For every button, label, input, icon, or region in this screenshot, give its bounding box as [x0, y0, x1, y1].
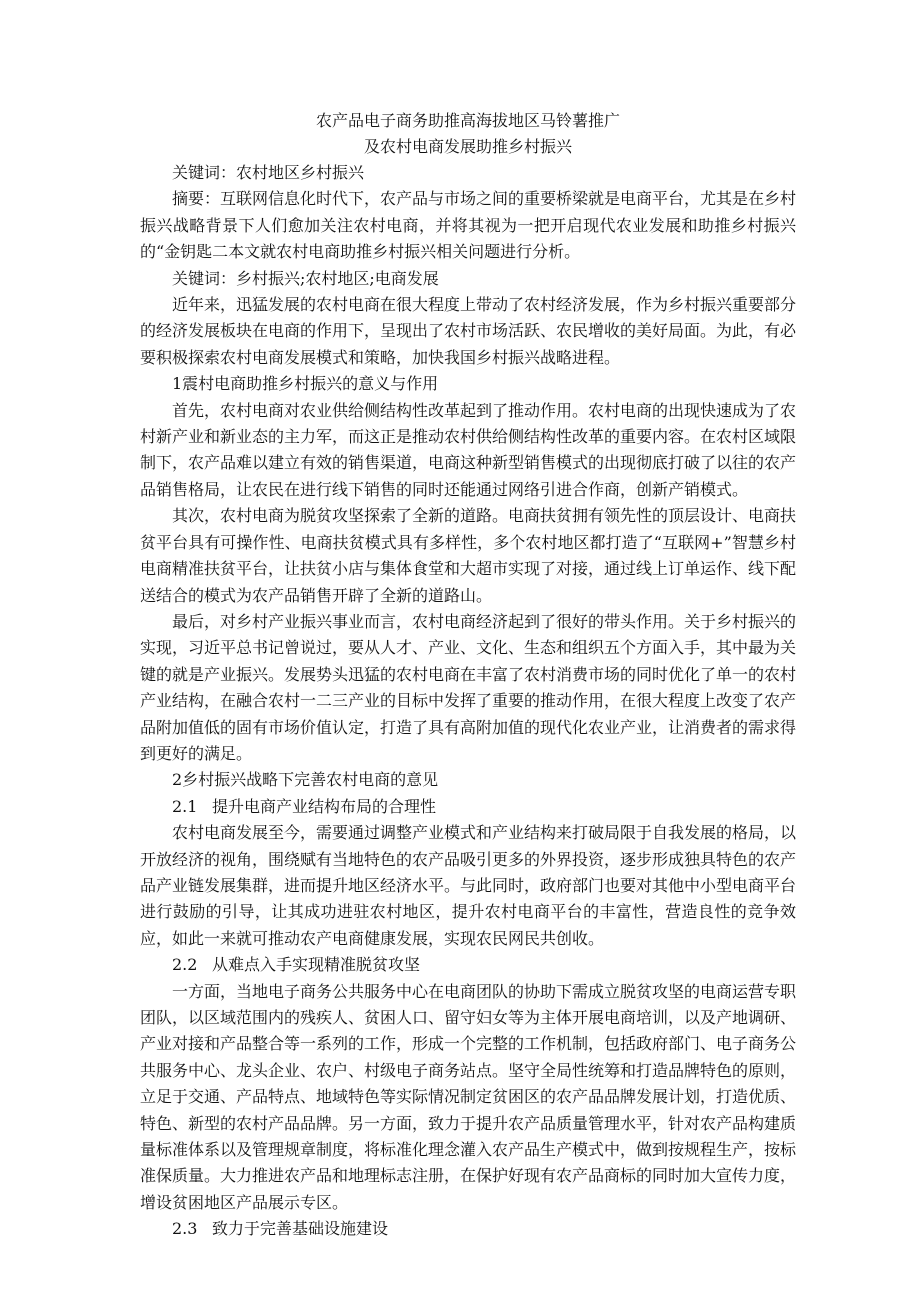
keywords-top: 关键词：农村地区乡村振兴 — [172, 163, 365, 182]
document-page — [140, 108, 796, 1243]
subsection-number: 2.2 — [172, 955, 198, 975]
section-1-heading: 1震村电商助推乡村振兴的意义与作用 — [172, 374, 439, 394]
keywords-line: 关键词：乡村振兴;农村地区;电商发展 — [172, 268, 439, 288]
subsection-2-1-heading — [140, 794, 796, 820]
section-1-paragraph-1: 首先，农村电商对农业供给侧结构性改革起到了推动作用。农村电商的出现快速成为了农村新产业和新业态的主力军，而这正是推动农村供给侧结构性改革的重要内容。在农村区域限制下，农产品难以建立有效的销售渠道，电商这种新型销售模式的出现彻底打破了以往的农产品销售格局，让农民在进行线下销售的同时还能通过网络引进合作商，创新产销模式。 — [140, 400, 797, 499]
subsection-2-2-heading — [140, 952, 796, 978]
subsection-2-1-paragraph: 农村电商发展至今，需要通过调整产业模式和产业结构来打破局限于自我发展的格局，以开放经济的视角，围绕赋有当地特色的农产品吸引更多的外界投资，逐步形成独具特色的农产品产业链发展集群，进而提升地区经济水平。与此同时，政府部门也要对其他中小型电商平台进行鼓励的引导，让其成功进驻农村地区，提升农村电商平台的丰富性，营造良性的竞争效应，如此一来就可推动农产电商健康发展，实现农民网民共创收。 — [140, 823, 797, 948]
section-1-paragraph-3: 最后，对乡村产业振兴事业而言，农村电商经济起到了很好的带头作用。关于乡村振兴的实现，习近平总书记曾说过，要从人才、产业、文化、生态和组织五个方面入手，其中最为关键的就是产业振兴。发展势头迅猛的农村电商在丰富了农村消费市场的同时优化了单一的农村产业结构，在融合农村一二三产业的目标中发挥了重要的推动作用，在很大程度上改变了农产品附加值低的固有市场价值认定，打造了具有高附加值的现代化农业产业，让消费者的需求得到更好的满足。 — [140, 611, 797, 763]
subsection-title: 从难点入手实现精准脱贫攻坚 — [212, 955, 421, 975]
document-title-line-2: 及农村电商发展助推乡村振兴 — [363, 137, 572, 156]
document-title-line-1: 农产品电子商务助推高海拔地区马铃薯推广 — [315, 111, 620, 130]
subsection-number: 2.3 — [172, 1219, 198, 1239]
intro-paragraph: 近年来，迅猛发展的农村电商在很大程度上带动了农村经济发展，作为乡村振兴重要部分的经济发展板块在电商的作用下，呈现出了农村市场活跃、农民增收的美好局面。为此，有必要积极探索农村电商发展模式和策略，加快我国乡村振兴战略进程。 — [140, 295, 797, 367]
abstract-paragraph: 摘要：互联网信息化时代下，农产品与市场之间的重要桥梁就是电商平台，尤其是在乡村振兴战略背景下人们愈加关注农村电商，并将其视为一把开启现代农业发展和助推乡村振兴的“金钥匙二本文就农村电商助推乡村振兴相关问题进行分析。 — [140, 189, 797, 262]
subsection-2-3-heading — [140, 1216, 796, 1242]
subsection-title: 提升电商产业结构布局的合理性 — [212, 796, 437, 816]
section-2-heading: 2乡村振兴战略下完善农村电商的意见 — [172, 770, 439, 790]
subsection-title: 致力于完善基础设施建设 — [212, 1219, 389, 1239]
section-1-paragraph-2: 其次，农村电商为脱贫攻坚探索了全新的道路。电商扶贫拥有领先性的顶层设计、电商扶贫平台具有可操作性、电商扶贫模式具有多样性，多个农村地区都打造了“互联网+”智慧乡村电商精准扶贫平台，让扶贫小店与集体食堂和大超市实现了对接，通过线上订单运作、线下配送结合的模式为农产品销售开辟了全新的道路山。 — [140, 506, 797, 605]
subsection-number: 2.1 — [172, 796, 198, 816]
subsection-2-2-paragraph: 一方面，当地电子商务公共服务中心在电商团队的协助下需成立脱贫攻坚的电商运营专职团队，以区域范围内的残疾人、贫困人口、留守妇女等为主体开展电商培训，以及产地调研、产业对接和产品整合等一系列的工作，形成一个完整的工作机制，包括政府部门、电子商务公共服务中心、龙头企业、农户、村级电子商务站点。坚守全局性统筹和打造品牌特色的原则，立足于交通、产品特点、地域特色等实际情况制定贫困区的农产品品牌发展计划，打造优质、特色、新型的农村产品品牌。另一方面，致力于提升农产品质量管理水平，针对农产品构建质量标准体系以及管理规章制度，将标准化理念灌入农产品生产模式中，做到按规程生产，按标准保质量。大力推进农产品和地理标志注册，在保护好现有农产品商标的同时加大宣传力度，增设贫困地区产品展示专区。 — [140, 981, 797, 1212]
